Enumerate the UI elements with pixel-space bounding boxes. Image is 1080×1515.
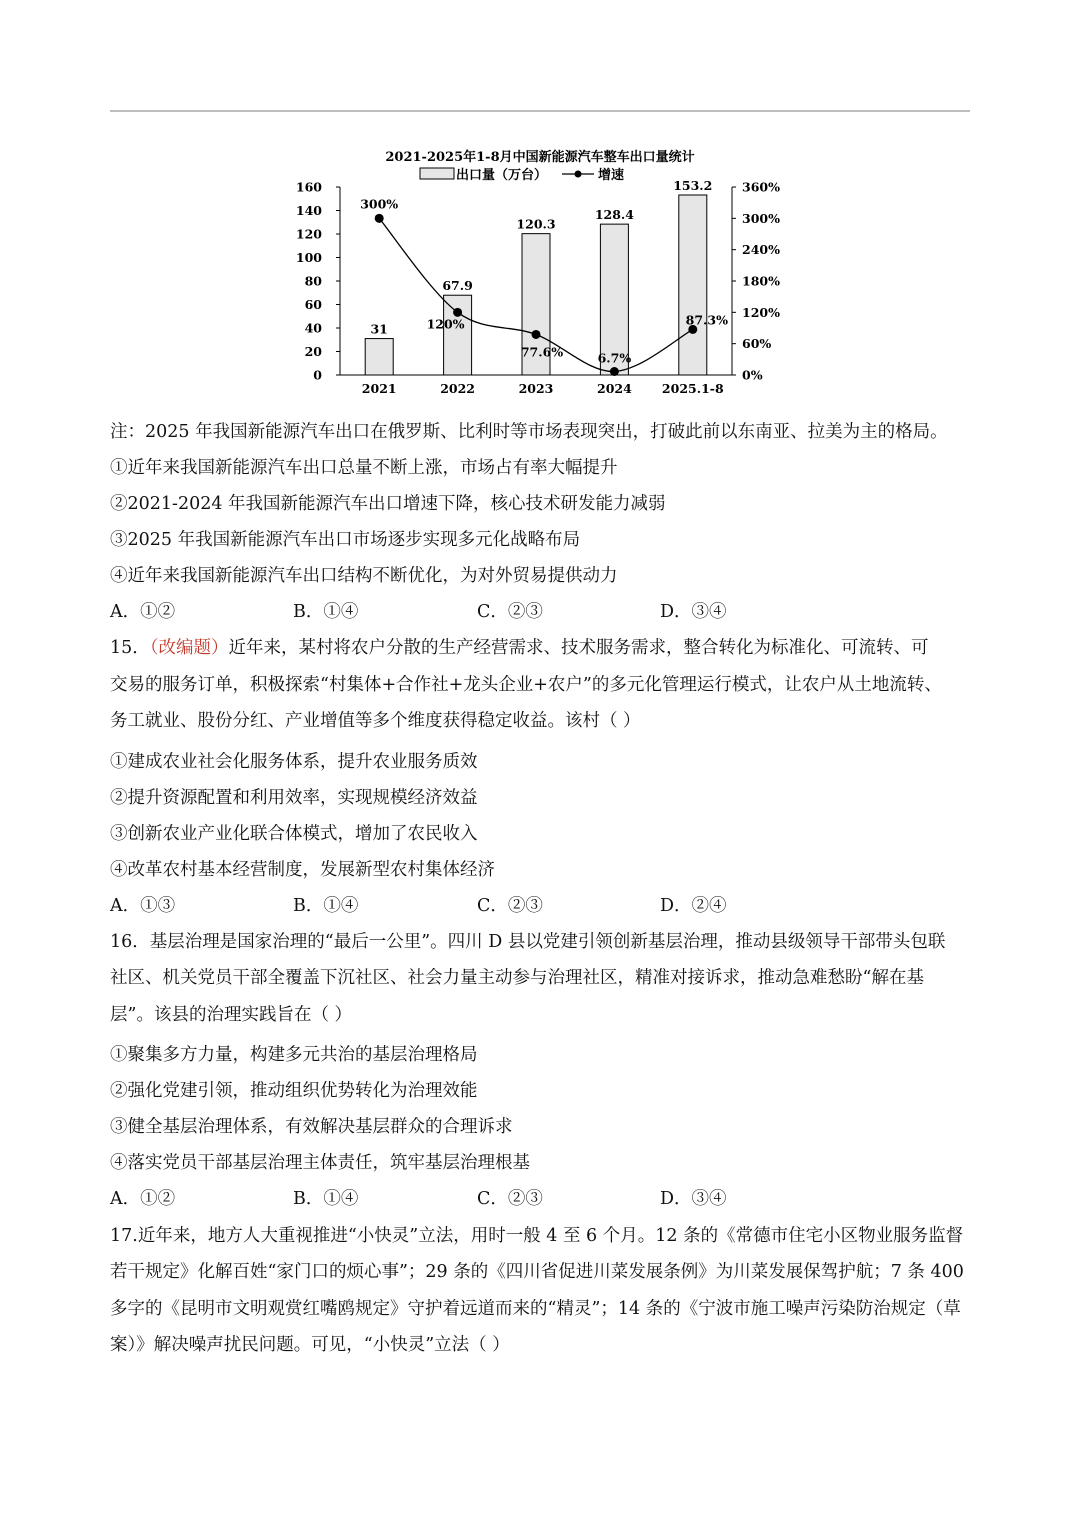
q15-option-a[interactable]: A．①③: [110, 896, 176, 916]
growth-label: 87.3%: [685, 312, 728, 328]
q17-stem-line-1: 17.近年来，地方人大重视推进“小快灵”立法，用时一般 4 至 6 个月。12 条的《常德市住宅小区物业服务监督: [110, 1226, 964, 1246]
q16-stem-line-2: 社区、机关党员干部全覆盖下沉社区、社会力量主动参与治理社区，精准对接诉求，推动急难愁盼“解在基: [110, 968, 924, 988]
q17-stem-line-3: 多字的《昆明市文明观赏红嘴鸥规定》守护着远道而来的“精灵”；14 条的《宁波市施工噪声污染防治规定（草: [110, 1299, 961, 1319]
growth-point: [610, 367, 619, 376]
y-tick-label: 0: [313, 367, 322, 383]
q16-item-1: ①聚集多方力量，构建多元共治的基层治理格局: [110, 1045, 478, 1065]
q14-option-a[interactable]: A．①②: [110, 602, 176, 622]
y2-tick-label: 0%: [742, 367, 763, 383]
y2-tick-label: 360%: [742, 179, 780, 195]
q15-stem-line-1: [110, 636, 929, 660]
y2-tick-label: 60%: [742, 336, 772, 352]
q15-stem-line-3: 务工就业、股份分红、产业增值等多个维度获得稳定收益。该村（ ）: [110, 711, 641, 731]
y-tick-label: 100: [295, 250, 322, 265]
q15-tag: （改编题）: [149, 638, 229, 658]
bar-value-label: 31: [370, 321, 388, 337]
q15-stem-text-1: 近年来，某村将农户分散的生产经营需求、技术服务需求，整合转化为标准化、可流转、可: [228, 638, 929, 658]
legend-line-label: 增速: [598, 168, 625, 183]
q16-option-c[interactable]: C．②③: [477, 1189, 543, 1209]
legend-bar-swatch: [420, 168, 454, 179]
growth-label: 120%: [426, 316, 465, 332]
bar-value-label: 67.9: [442, 278, 473, 294]
q14-item-4: ④近年来我国新能源汽车出口结构不断优化，为对外贸易提供动力: [110, 566, 618, 586]
q17-stem-line-2: 若干规定》化解百姓“家门口的烦心事”；29 条的《四川省促进川菜发展条例》为川菜发展保驾护航；7 条 400: [110, 1262, 964, 1282]
y-tick-label: 140: [295, 203, 322, 218]
q15-item-2: ②提升资源配置和利用效率，实现规模经济效益: [110, 788, 478, 808]
q16-stem-line-1: 16．基层治理是国家治理的“最后一公里”。四川 D 县以党建引领创新基层治理，推动县级领导干部带头包联: [110, 932, 946, 952]
q16-stem-line-3: 层”。该县的治理实践旨在（ ）: [110, 1005, 353, 1025]
growth-point: [375, 214, 384, 223]
y2-tick-label: 180%: [742, 273, 780, 289]
q15-option-d[interactable]: D．②④: [660, 896, 727, 916]
y-tick-label: 40: [304, 320, 322, 336]
q15-option-b[interactable]: B．①④: [293, 896, 359, 916]
q14-option-d[interactable]: D．③④: [660, 602, 727, 622]
q14-option-b[interactable]: B．①④: [293, 602, 359, 622]
x-tick-label: 2025.1-8: [661, 381, 724, 396]
x-tick-label: 2022: [440, 381, 475, 396]
q14-note: 注：2025 年我国新能源汽车出口在俄罗斯、比利时等市场表现突出，打破此前以东南亚、拉美为主的格局。: [110, 422, 948, 442]
q16-option-a[interactable]: A．①②: [110, 1189, 176, 1209]
q14-item-3: ③2025 年我国新能源汽车出口市场逐步实现多元化战略布局: [110, 530, 581, 550]
q16-item-3: ③健全基层治理体系，有效解决基层群众的合理诉求: [110, 1117, 513, 1137]
bar: [444, 295, 472, 375]
export-chart: [280, 142, 800, 400]
bar: [679, 195, 707, 375]
q15-item-3: ③创新农业产业化联合体模式，增加了农民收入: [110, 824, 478, 844]
q15-item-4: ④改革农村基本经营制度，发展新型农村集体经济: [110, 860, 495, 880]
growth-label: 77.6%: [520, 344, 564, 360]
x-tick-label: 2024: [597, 381, 632, 396]
y-tick-label: 80: [304, 273, 322, 289]
q14-option-c[interactable]: C．②③: [477, 602, 543, 622]
q15-item-1: ①建成农业社会化服务体系，提升农业服务质效: [110, 752, 478, 772]
y-tick-label: 60: [304, 297, 322, 312]
growth-label: 300%: [360, 196, 399, 212]
y2-tick-label: 120%: [742, 304, 780, 320]
y-tick-label: 120: [295, 226, 322, 242]
x-tick-label: 2021: [361, 381, 397, 396]
x-tick-label: 2023: [518, 381, 554, 396]
q16-option-d[interactable]: D．③④: [660, 1189, 727, 1209]
q15-number: 15．: [110, 638, 150, 658]
bar: [365, 339, 393, 375]
header-divider: [110, 110, 970, 112]
q15-option-c[interactable]: C．②③: [477, 896, 543, 916]
bar-value-label: 120.3: [516, 216, 556, 232]
q14-item-1: ①近年来我国新能源汽车出口总量不断上涨，市场占有率大幅提升: [110, 458, 618, 478]
growth-label: 6.7%: [597, 350, 632, 366]
q15-stem-line-2: 交易的服务订单，积极探索“村集体+合作社+龙头企业+农户”的多元化管理运行模式，让农户从土地流转、: [110, 675, 942, 695]
legend-line-marker: [575, 171, 582, 178]
y2-tick-label: 240%: [742, 242, 780, 258]
q16-item-2: ②强化党建引领，推动组织优势转化为治理效能: [110, 1081, 478, 1101]
q16-item-4: ④落实党员干部基层治理主体责任，筑牢基层治理根基: [110, 1153, 530, 1173]
y-tick-label: 160: [295, 179, 322, 195]
bar-value-label: 128.4: [594, 207, 634, 223]
chart-title: 2021-2025年1-8月中国新能源汽车整车出口量统计: [385, 150, 695, 165]
q14-item-2: ②2021-2024 年我国新能源汽车出口增速下降，核心技术研发能力减弱: [110, 494, 666, 514]
y2-tick-label: 300%: [742, 210, 780, 226]
bar-value-label: 153.2: [673, 177, 713, 193]
q16-option-b[interactable]: B．①④: [293, 1189, 359, 1209]
y-tick-label: 20: [304, 344, 322, 359]
growth-point: [532, 330, 541, 339]
legend-bar-label: 出口量（万台）: [456, 168, 548, 183]
q17-stem-line-4: 案）》解决噪声扰民问题。可见，“小快灵”立法（ ）: [110, 1335, 510, 1355]
